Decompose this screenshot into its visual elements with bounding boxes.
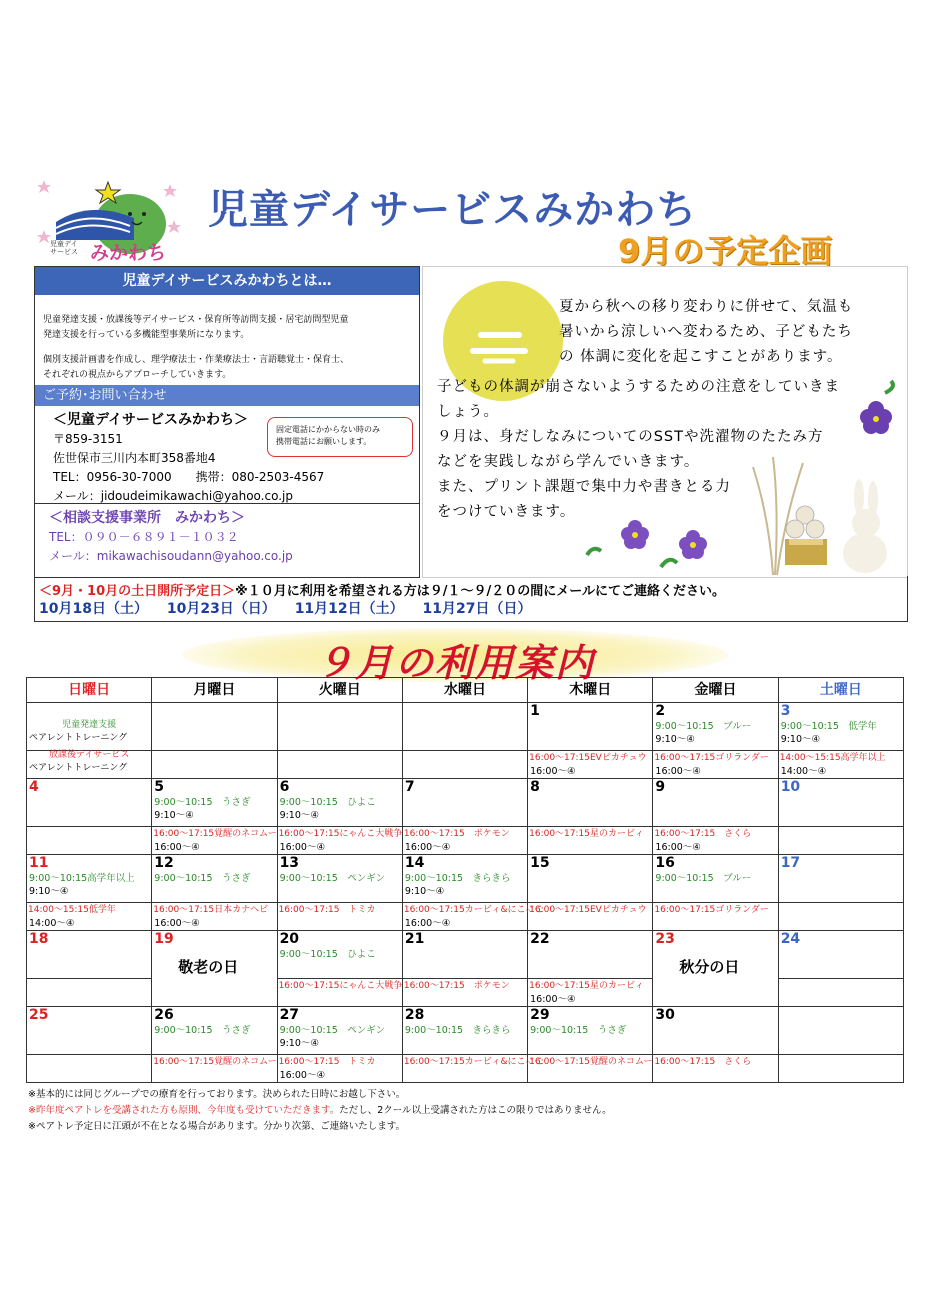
schedule-banner	[182, 628, 728, 685]
day-cell	[528, 751, 653, 779]
day-cell	[528, 903, 653, 931]
day-number: 17	[780, 855, 801, 871]
footnote: ※基本的には同じグループでの療育を行っております。決められた日時にお越し下さい。	[28, 1089, 406, 1100]
day-cell	[402, 979, 527, 1007]
flowers-icon	[583, 507, 723, 577]
room-info: 9:10～④	[279, 1038, 319, 1049]
day-cell	[778, 931, 903, 979]
contact-heading: ご予約･お問い合わせ	[35, 385, 419, 406]
am-session: 9:00～10:15 きらきら	[404, 1025, 511, 1036]
day-cell	[402, 1055, 544, 1083]
day-cell	[778, 827, 903, 855]
holiday-cell	[152, 931, 277, 1007]
consult-email: メール：mikawachisoudann@yahoo.co.jp	[49, 549, 293, 563]
day-number: 11	[29, 855, 49, 871]
pm-session: 16:00～17:15覚醒のネコムー	[153, 1057, 277, 1067]
day-cell	[778, 751, 903, 779]
am-session: 9:00～10:15 ひよこ	[279, 797, 376, 808]
pm-session: 16:00～17:15 ポケモン	[403, 829, 510, 839]
pm-session: 16:00～17:15にゃんこ大戦争	[278, 829, 403, 839]
day-cell	[528, 979, 653, 1007]
notice-dates	[39, 598, 532, 618]
week-row-am	[27, 855, 904, 903]
phone-note-line: 携帯電話にお願いします。	[276, 437, 372, 446]
am-session: 9:00～10:15 ブルー	[655, 721, 752, 732]
about-line: 発達支援を行っている多機能型事業所になります。	[43, 330, 250, 340]
pm-session: 16:00～17:15 トミカ	[278, 1057, 376, 1067]
week-row-pm	[27, 751, 904, 779]
divider	[35, 503, 419, 504]
pm-session: 14:00～15:15高学年以上	[779, 753, 886, 763]
day-cell	[402, 703, 527, 751]
postal-code: 〒859-3151	[53, 432, 123, 446]
day-cell	[778, 855, 903, 903]
day-cell	[27, 931, 152, 979]
footnote-black: ただし、2クール以上受講された方はこの限りではありません。	[339, 1105, 612, 1116]
holiday-name: 敬老の日	[178, 958, 239, 976]
day-cell	[277, 931, 402, 979]
day-cell	[528, 855, 653, 903]
open-date: 10月18日（土）	[39, 601, 148, 617]
message-intro	[559, 295, 853, 370]
weekday-header: 日曜日	[27, 678, 152, 703]
day-cell	[402, 1007, 527, 1055]
weekday-header: 土曜日	[778, 678, 903, 703]
phone-note-line: 固定電話にかからない時のみ	[276, 425, 380, 434]
day-number: 18	[29, 931, 49, 947]
consult-info	[49, 509, 293, 566]
about-line: 個別支援計画書を作成し、理学療法士・作業療法士・言語聴覚士・保育士、	[43, 355, 350, 365]
facility-name: ＜児童デイサービスみかわち＞	[53, 412, 249, 428]
day-cell	[528, 779, 653, 827]
legend-pm-label: 放課後デイサービス	[48, 750, 130, 760]
pm-session: 16:00～17:15 さくら	[654, 1057, 752, 1067]
room-info: 9:10～④	[279, 810, 319, 821]
weekday-header: 月曜日	[152, 678, 277, 703]
message-line: ９月は、身だしなみについてのSSTや洗濯物のたたみ方	[437, 429, 824, 445]
day-cell	[27, 1007, 152, 1055]
consult-phone: TEL：０９０－６８９１－１０３２	[49, 530, 239, 544]
day-cell	[27, 827, 152, 855]
weekday-header: 水曜日	[402, 678, 527, 703]
day-cell	[402, 903, 544, 931]
day-cell	[402, 827, 527, 855]
legend-am-label: 児童発達支援	[62, 720, 117, 730]
room-info: 16:00～④	[530, 766, 576, 777]
day-number: 21	[404, 931, 425, 947]
footnotes	[28, 1087, 612, 1135]
day-cell	[152, 1055, 277, 1083]
weekend-notice	[34, 576, 908, 622]
pm-session: 16:00～17:15EVピカチュウ	[529, 905, 647, 915]
weekday-header-row	[27, 678, 904, 703]
about-heading: 児童デイサービスみかわちとは…	[35, 267, 419, 295]
am-session: 9:00～10:15 きらきら	[404, 873, 511, 884]
day-cell	[528, 931, 653, 979]
notice-label: ＜9月・10月の土日開所予定日＞	[39, 584, 236, 599]
day-cell	[653, 1007, 778, 1055]
logo-small-text: 児童デイ サービス	[50, 240, 78, 256]
day-number: 27	[279, 1007, 300, 1023]
open-date: 11月12日（土）	[294, 601, 404, 617]
day-number: 13	[279, 855, 300, 871]
room-info: 16:00～④	[655, 766, 701, 777]
day-number: 28	[404, 1007, 425, 1023]
day-cell	[277, 1055, 402, 1083]
room-info: 9:10～④	[29, 886, 69, 897]
day-cell	[653, 779, 778, 827]
day-number: 20	[279, 931, 300, 947]
day-number: 5	[154, 779, 165, 795]
day-number: 16	[655, 855, 675, 871]
day-cell	[152, 751, 277, 779]
pm-session: 14:00～15:15低学年	[28, 905, 116, 915]
day-number: 6	[279, 779, 290, 795]
day-cell	[277, 703, 402, 751]
room-info: 16:00～④	[404, 918, 451, 929]
week-row-pm	[27, 903, 904, 931]
message-line: 暑いから涼しいへ変わるため、子どもたち	[559, 324, 853, 340]
pm-session: 16:00～17:15カービィ&にこにこ	[403, 905, 544, 915]
day-cell	[277, 903, 402, 931]
day-cell	[27, 903, 152, 931]
room-info: 16:00～④	[530, 994, 576, 1005]
am-session: 9:00～10:15高学年以上	[29, 873, 135, 884]
about-description	[35, 313, 419, 343]
day-cell	[653, 751, 778, 779]
phone-numbers: TEL：0956-30-7000 携帯：080-2503-4567	[53, 470, 325, 484]
day-number: 19	[154, 931, 174, 947]
pm-session: 16:00～17:15ゴリランダー	[654, 753, 769, 763]
pm-session: 16:00～17:15覚醒のネコムー	[529, 1057, 653, 1067]
about-approach	[35, 353, 419, 383]
room-info: 16:00～④	[279, 842, 325, 853]
day-cell	[152, 779, 277, 827]
day-cell	[653, 1055, 778, 1083]
day-number: 26	[154, 1007, 174, 1023]
room-info: 9:10～④	[404, 886, 445, 897]
day-cell	[402, 931, 527, 979]
message-line: 子どもの体調が崩さないようするための注意をしていきま	[437, 379, 840, 395]
room-info: 9:10～④	[655, 734, 695, 745]
am-session: 9:00～10:15 ペンギン	[279, 873, 386, 884]
day-number: 10	[780, 779, 801, 795]
pm-session: 16:00～17:15覚醒のネコムー	[153, 829, 277, 839]
legend-cell	[27, 751, 152, 779]
page-title: 児童デイサービスみかわち	[208, 187, 698, 233]
week-row-am	[27, 1007, 904, 1055]
day-cell	[528, 827, 653, 855]
message-line: などを実践しながら学んでいきます。	[437, 454, 700, 470]
message-line: をつけていきます。	[437, 504, 576, 520]
consult-name: ＜相談支援事業所 みかわち＞	[49, 510, 245, 526]
day-cell	[152, 903, 277, 931]
am-session: 9:00～10:15 ペンギン	[279, 1025, 386, 1036]
pm-session: 16:00～17:15EVピカチュウ	[529, 753, 647, 763]
day-cell	[778, 979, 903, 1007]
day-cell	[402, 779, 527, 827]
day-cell	[27, 979, 152, 1007]
day-number: 3	[780, 703, 791, 719]
day-cell	[277, 1007, 402, 1055]
day-number: 25	[29, 1007, 49, 1023]
day-cell	[528, 1007, 653, 1055]
notice-text: ※１０月に利用を希望される方は９/１～９/２０の間にメールにてご連絡ください。	[235, 584, 726, 599]
day-cell	[277, 855, 402, 903]
day-cell	[778, 1007, 903, 1055]
day-cell	[27, 1055, 152, 1083]
day-cell	[528, 703, 653, 751]
day-number: 7	[404, 779, 415, 795]
day-cell	[778, 779, 903, 827]
day-cell	[653, 827, 778, 855]
week-row-pm	[27, 827, 904, 855]
day-cell	[653, 703, 778, 751]
day-cell	[778, 903, 903, 931]
week-row-am	[27, 703, 904, 751]
day-cell	[277, 779, 402, 827]
am-session: 9:00～10:15 ブルー	[655, 873, 752, 884]
day-number: 23	[655, 931, 675, 947]
footnote-red: ※昨年度ペアトレを受講された方も原則、今年度も受けていただきます。	[28, 1105, 340, 1116]
day-cell	[277, 827, 402, 855]
pm-session: 16:00～17:15 ポケモン	[403, 981, 510, 991]
day-cell	[653, 903, 778, 931]
pm-session: 16:00～17:15星のカービィ	[529, 829, 644, 839]
week-row-pm	[27, 1055, 904, 1083]
logo-name: みかわち	[90, 242, 167, 264]
message-panel	[422, 266, 908, 578]
am-session: 9:00～10:15 うさぎ	[530, 1025, 627, 1036]
message-line: の 体調に変化を起こすことがあります。	[559, 349, 843, 365]
day-cell	[778, 703, 903, 751]
day-cell	[402, 855, 527, 903]
day-cell	[152, 703, 277, 751]
weekday-header: 木曜日	[528, 678, 653, 703]
email-address: メール：jidoudeimikawachi@yahoo.co.jp	[53, 489, 293, 503]
day-cell	[152, 855, 277, 903]
day-number: 1	[530, 703, 540, 719]
day-number: 22	[530, 931, 550, 947]
am-session: 9:00～10:15 ひよこ	[279, 949, 376, 960]
pm-session: 16:00～17:15星のカービィ	[529, 981, 644, 991]
pm-session: 16:00～17:15カービィ&にこにこ	[403, 1057, 544, 1067]
room-info: 16:00～④	[154, 842, 200, 853]
moon-mark-icon	[463, 305, 543, 385]
room-info: 16:00～④	[154, 918, 200, 929]
room-info: 9:10～④	[154, 810, 194, 821]
holiday-name: 秋分の日	[679, 958, 740, 976]
pm-session: 16:00～17:15にゃんこ大戦争	[278, 981, 403, 991]
about-box	[34, 266, 420, 578]
flower-icon	[851, 379, 901, 439]
footnote: ※ペアトレ予定日に江頭が不在となる場合があります。分かり次第、ご連絡いたします。	[28, 1121, 405, 1132]
day-number: 30	[655, 1007, 675, 1023]
room-info: 16:00～④	[655, 842, 701, 853]
day-number: 12	[154, 855, 174, 871]
message-line: また、プリント課題で集中力や書きとる力	[437, 479, 731, 495]
day-cell	[27, 779, 152, 827]
day-cell	[277, 979, 402, 1007]
address: 佐世保市三川内本町358番地4	[53, 451, 216, 465]
open-date: 11月27日（日）	[422, 601, 532, 617]
footnote	[28, 1103, 612, 1119]
day-cell	[152, 1007, 277, 1055]
room-info: 14:00～④	[29, 918, 75, 929]
open-date: 10月23日（日）	[166, 601, 276, 617]
am-session: 9:00～10:15 うさぎ	[154, 1025, 251, 1036]
message-line: しょう。	[437, 404, 499, 420]
day-cell	[27, 855, 152, 903]
day-cell	[778, 1055, 903, 1083]
weekday-header: 金曜日	[653, 678, 778, 703]
phone-note	[267, 417, 413, 457]
about-line: それぞれの視点からアプローチしていきます。	[43, 370, 232, 380]
weekday-header: 火曜日	[277, 678, 402, 703]
legend-am-sub: ペアレントトレーニング	[29, 733, 128, 743]
am-session: 9:00～10:15 うさぎ	[154, 873, 251, 884]
am-session: 9:00～10:15 低学年	[780, 721, 877, 732]
day-number: 4	[29, 779, 39, 795]
room-info: 9:10～④	[780, 734, 821, 745]
day-number: 14	[404, 855, 425, 871]
banner-title: ９月の利用案内	[314, 641, 595, 685]
legend-pm-sub: ペアレントトレーニング	[29, 763, 128, 773]
room-info: 16:00～④	[404, 842, 451, 853]
day-cell	[528, 1055, 653, 1083]
notice-line	[39, 580, 725, 599]
day-cell	[653, 855, 778, 903]
page-subtitle: 9月の予定企画	[618, 232, 833, 270]
day-cell	[402, 751, 527, 779]
calendar-table	[26, 677, 904, 1083]
day-number: 24	[780, 931, 801, 947]
room-info: 14:00～④	[780, 766, 827, 777]
day-number: 15	[530, 855, 550, 871]
pm-session: 16:00～17:15日本カナヘビ	[153, 905, 269, 915]
am-session: 9:00～10:15 うさぎ	[154, 797, 251, 808]
pm-session: 16:00～17:15ゴリランダー	[654, 905, 769, 915]
day-number: 8	[530, 779, 540, 795]
day-number: 29	[530, 1007, 550, 1023]
pm-session: 16:00～17:15 トミカ	[278, 905, 376, 915]
day-number: 2	[655, 703, 666, 719]
message-line: 夏から秋への移り変わりに併せて、気温も	[559, 299, 854, 315]
holiday-cell	[653, 931, 778, 1007]
room-info: 16:00～④	[279, 1070, 325, 1081]
week-row-am	[27, 779, 904, 827]
legend-cell	[27, 703, 152, 751]
about-line: 児童発達支援・放課後等デイサービス・保育所等訪問支援・居宅訪問型児童	[43, 315, 349, 325]
susuki-dango-rabbit-icon	[733, 457, 903, 577]
logo	[34, 170, 186, 270]
day-cell	[277, 751, 402, 779]
day-number: 9	[655, 779, 666, 795]
day-cell	[152, 827, 277, 855]
week-row-am	[27, 931, 904, 979]
pm-session: 16:00～17:15 さくら	[654, 829, 752, 839]
